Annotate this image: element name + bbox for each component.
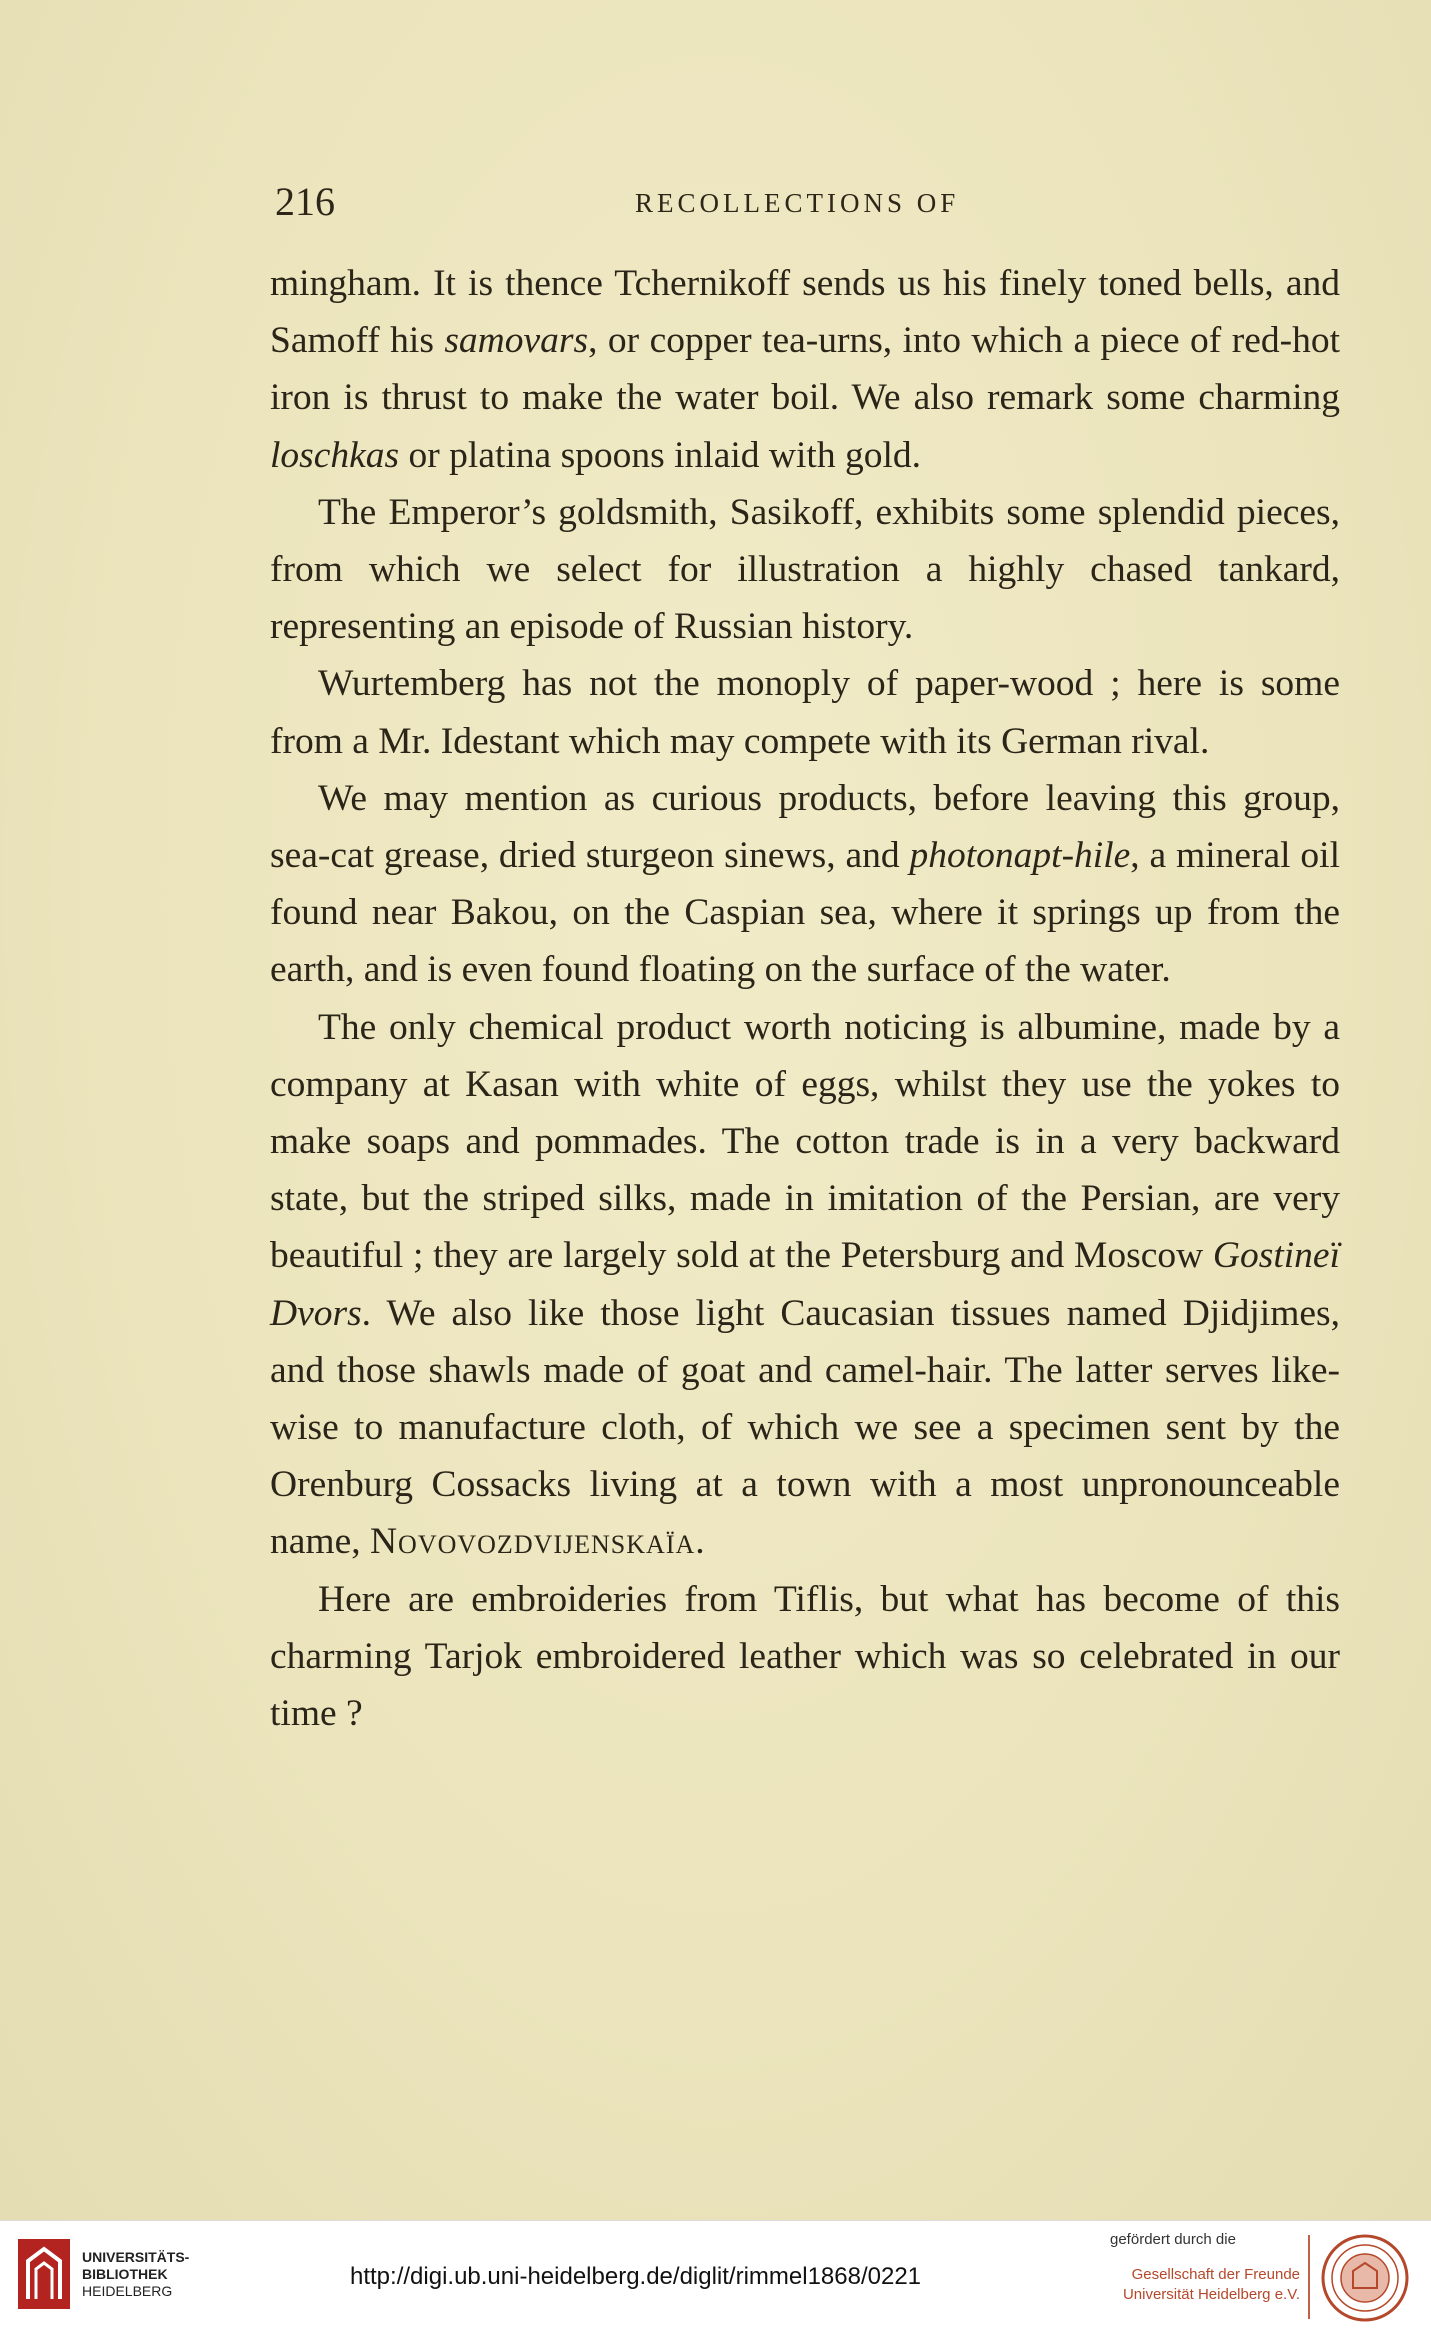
paragraph <box>270 655 1340 769</box>
paragraph <box>270 770 1340 999</box>
sponsor-name: Gesellschaft der Freunde Universität Heidelberg e.V. <box>1122 2266 1300 2303</box>
digitization-footer <box>0 2220 1431 2329</box>
italic-term: samovars <box>444 320 589 362</box>
paragraph <box>270 484 1340 656</box>
sponsor-divider <box>1308 2235 1310 2319</box>
running-head: RECOLLECTIONS OF <box>635 188 960 218</box>
text-run: The Emperor’s goldsmith, Sasikoff, exhibits some splendid pieces, from which we select for illustration a highly chased tankard, representing an episode of Russian history. <box>270 491 1340 648</box>
paragraph <box>270 1571 1340 1743</box>
library-logo-icon <box>18 2239 70 2309</box>
text-run: . We also like those light Caucasian tissues named Djidjimes, and those shawls made of goat and camel-hair. The latter serves like-wise to manufacture cloth, of which we see a specimen sent by the Orenburg Cossacks living at a town with a most unpronounceable name, <box>270 1292 1340 1563</box>
text-run: . <box>695 1521 705 1563</box>
italic-term: photonapt-hile <box>909 835 1131 877</box>
page-header <box>275 178 1335 228</box>
text-run: , or copper tea-urns, into which a piece of red-hot iron is thrust to make the water boil. We also remark some charming <box>270 320 1341 419</box>
paragraph <box>270 255 1340 484</box>
text-run: mingham. It is thence Tchernikoff sends us his finely toned bells, and Samoff his <box>270 263 1340 362</box>
paragraph <box>270 999 1340 1571</box>
body-text <box>270 255 1340 1742</box>
italic-term: loschkas <box>270 434 400 476</box>
text-run: Here are embroideries from Tiflis, but what has become of this charming Tarjok embroidered leather which was so celebrated in our time ? <box>270 1578 1340 1735</box>
sponsor-intro: gefördert durch die <box>1110 2231 1236 2248</box>
university-seal-icon <box>1320 2233 1410 2323</box>
italic-term: Gostineï Dvors <box>270 1235 1340 1334</box>
text-run: We may mention as curious products, before leaving this group, sea-cat grease, dried sturgeon sinews, and <box>270 777 1340 877</box>
text-run: , a mineral oil found near Bakou, on the Caspian sea, where it springs up from the earth, and is even found floating on the surface of the water. <box>270 835 1341 991</box>
library-name: UNIVERSITÄTS- BIBLIOTHEK HEIDELBERG <box>82 2249 190 2299</box>
small-caps-term: Novovozdvijenskaïa <box>369 1521 696 1563</box>
text-run: The only chemical product worth noticing is albumine, made by a company at Kasan with white of eggs, whilst they use the yokes to make soaps and pommades. The cotton trade is in a very backward state, but the striped silks, made in imitation of the Persian, are very beautiful ; they are largely sold at the Petersburg and Moscow <box>270 1006 1340 1277</box>
text-run: or platina spoons inlaid with gold. <box>399 434 921 476</box>
permalink-url[interactable]: http://digi.ub.uni-heidelberg.de/diglit/rimmel1868/0221 <box>350 2263 922 2290</box>
page-number: 216 <box>275 179 335 224</box>
text-run: Wurtemberg has not the monoply of paper-wood ; here is some from a Mr. Idestant which may compete with its German rival. <box>270 663 1340 762</box>
